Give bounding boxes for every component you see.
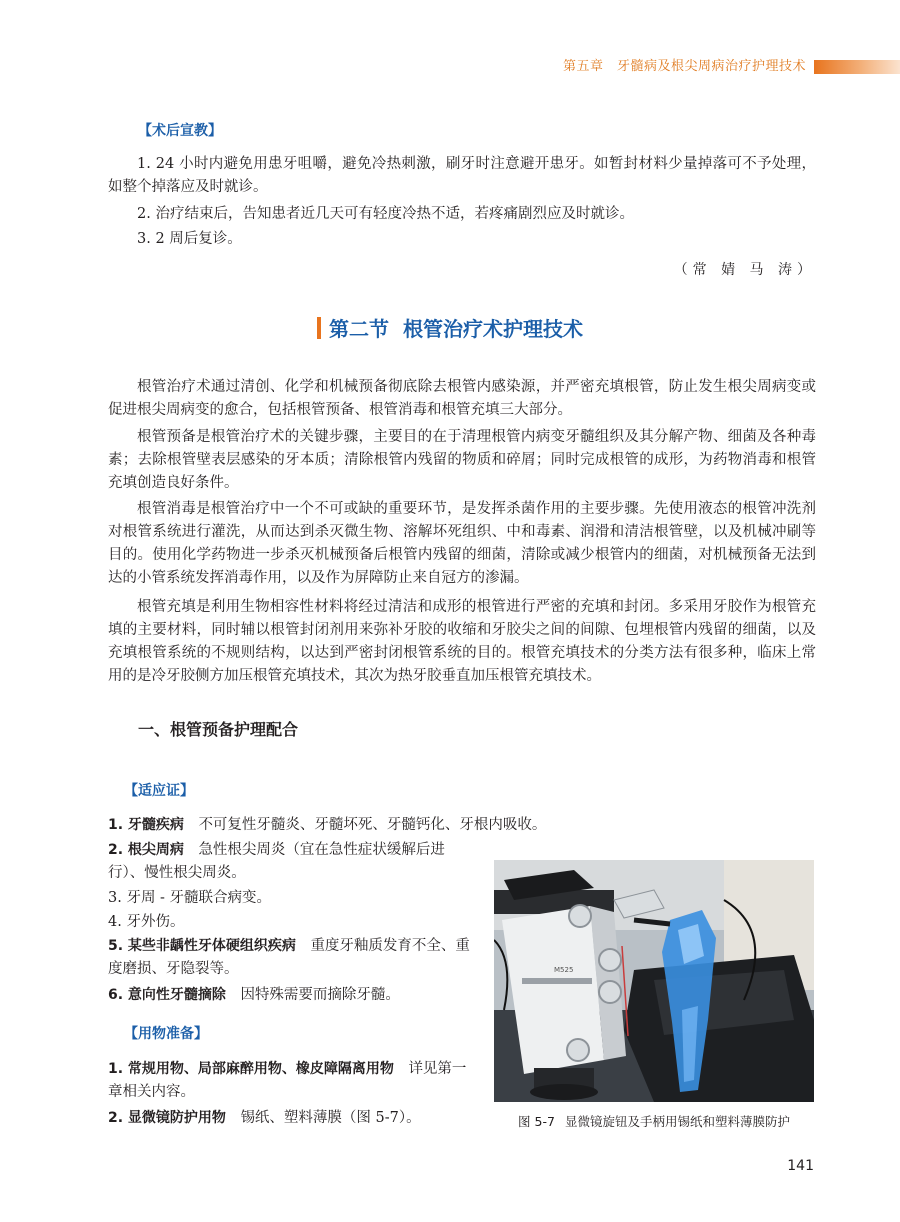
author-credit: （常 婧 马 涛） — [673, 262, 816, 278]
indication-item-4: 4. 牙外伤。 — [108, 914, 185, 930]
microscope-model-label: M525 — [554, 966, 574, 974]
subsection-title: 一、根管预备护理配合 — [138, 720, 299, 739]
indications-heading: 【适应证】 — [124, 783, 194, 799]
figure-caption-text: 显微镜旋钮及手柄用锡纸和塑料薄膜防护 — [564, 1114, 790, 1129]
header-accent-bar — [814, 60, 900, 74]
materials-item-2: 2. 显微镜防护用物 锡纸、塑料薄膜（图 5-7）。 — [108, 1110, 421, 1126]
figure-number: 图 5-7 — [518, 1114, 555, 1129]
microscope-illustration — [494, 860, 814, 1102]
materials-heading: 【用物准备】 — [124, 1026, 208, 1042]
body-paragraph-2: 根管预备是根管治疗术的关键步骤，主要目的在于清理根管内病变牙髓组织及其分解产物、细菌及各种毒素；去除根管壁表层感染的牙本质；清除根管内残留的物质和碎屑；同时完成根管的成形，为药物消毒和根管充填创造良好条件。 — [108, 429, 816, 491]
figure-caption — [494, 1112, 814, 1130]
section-title-bar — [317, 317, 321, 339]
section-title — [0, 313, 900, 342]
body-paragraph-1: 根管治疗术通过清创、化学和机械预备彻底除去根管内感染源，并严密充填根管，防止发生根尖周病变或促进根尖周病变的愈合，包括根管预备、根管消毒和根管充填三大部分。 — [108, 379, 816, 418]
indication-item-6: 6. 意向性牙髓摘除 因特殊需要而摘除牙髓。 — [108, 987, 400, 1003]
post-op-item-2: 2. 治疗结束后，告知患者近几天可有轻度冷热不适，若疼痛剧烈应及时就诊。 — [137, 206, 634, 222]
post-op-item-3: 3. 2 周后复诊。 — [137, 231, 242, 247]
page-number: 141 — [787, 1158, 814, 1174]
materials-item-1: 1. 常规用物、局部麻醉用物、橡皮障隔离用物 详见第一章相关内容。 — [108, 1061, 467, 1100]
chapter-title: 第五章 牙髓病及根尖周病治疗护理技术 — [562, 59, 806, 74]
post-op-heading: 【术后宣教】 — [138, 123, 222, 139]
body-paragraph-4: 根管充填是利用生物相容性材料将经过清洁和成形的根管进行严密的充填和封闭。多采用牙胶作为根管充填的主要材料，同时辅以根管封闭剂用来弥补牙胶的收缩和牙胶尖之间的间隙、包埋根管内残留的细菌，以及充填根管系统的不规则结构，以达到严密封闭根管系统的目的。根管充填技术的分类方法有很多种，临床上常用的是冷牙胶侧方加压根管充填技术，其次为热牙胶垂直加压根管充填技术。 — [108, 599, 816, 684]
indication-item-3: 3. 牙周 - 牙髓联合病变。 — [108, 890, 272, 906]
body-paragraph-3: 根管消毒是根管治疗中一个不可或缺的重要环节，是发挥杀菌作用的主要步骤。先使用液态的根管冲洗剂对根管系统进行灌洗，从而达到杀灭微生物、溶解坏死组织、中和毒素、润滑和清洁根管壁，以及机械冲刷等目的。使用化学药物进一步杀灭机械预备后根管内残留的细菌，清除或减少根管内的细菌，对机械预备无法到达的小管系统发挥消毒作用，以及作为屏障防止来自冠方的渗漏。 — [108, 501, 816, 586]
section-number: 第二节 — [329, 317, 389, 341]
indication-item-2: 2. 根尖周病 急性根尖周炎（宜在急性症状缓解后进行）、慢性根尖周炎。 — [108, 842, 445, 881]
post-op-item-1: 1. 24 小时内避免用患牙咀嚼，避免冷热刺激，刷牙时注意避开患牙。如暂封材料少量掉落可不予处理，如整个掉落应及时就诊。 — [108, 156, 816, 195]
indication-item-5: 5. 某些非龋性牙体硬组织疾病 重度牙釉质发育不全、重度磨损、牙隐裂等。 — [108, 938, 470, 977]
indication-item-1: 1. 牙髓疾病 不可复性牙髓炎、牙髓坏死、牙髓钙化、牙根内吸收。 — [108, 817, 547, 833]
microscope-photo — [494, 860, 814, 1102]
running-header — [0, 56, 900, 78]
section-title-text: 根管治疗术护理技术 — [403, 317, 583, 341]
